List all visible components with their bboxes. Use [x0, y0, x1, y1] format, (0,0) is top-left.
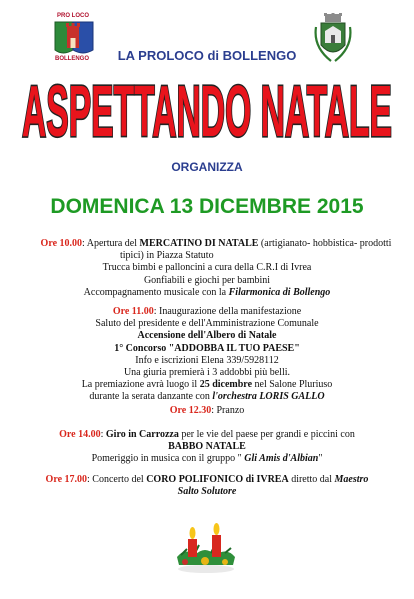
text: : Apertura del	[82, 238, 140, 249]
carrozza-label: Giro in Carrozza	[105, 429, 179, 440]
text: diretto dal	[288, 474, 335, 485]
program-line: Saluto del presidente e dell'Amministrazione Comunale	[95, 318, 319, 330]
program-line: Gonfiabili e giochi per bambini	[143, 274, 271, 286]
maestro-label: Maestro	[334, 474, 369, 485]
headline	[0, 70, 414, 160]
choir-label: CORO POLIFONICO di IVREA	[146, 474, 289, 485]
program-line: Info e iscrizioni Elena 339/5928112	[135, 354, 279, 366]
filarmonica-label: Filarmonica di Bollengo	[228, 286, 331, 298]
program-line: Accensione dell'Albero di Natale	[137, 330, 277, 342]
text: "	[318, 453, 323, 465]
program-line: BABBO NATALE	[168, 441, 246, 453]
time-label: Ore 14.00	[59, 429, 101, 440]
text: (artigianato- hobbistica- prodotti	[258, 238, 392, 249]
christmas-candles-icon	[175, 515, 237, 575]
program-line	[0, 238, 414, 250]
program-entry-11	[0, 306, 414, 404]
orchestra-label: l'orchestra LORIS GALLO	[212, 391, 325, 403]
event-date: DOMENICA 13 DICEMBRE 2015	[50, 195, 364, 218]
text: : Pranzo	[211, 405, 245, 416]
text: La premiazione avrà luogo il	[81, 379, 200, 391]
program-line	[0, 429, 414, 441]
program-entry-10	[0, 238, 414, 299]
time-label: Ore 10.00	[40, 238, 83, 249]
band-label: Gli Amis d'Albian	[244, 453, 319, 465]
time-label: Ore 12.30	[169, 405, 212, 416]
prize-date: 25 dicembre	[199, 379, 253, 391]
time-label: Ore 11.00	[112, 306, 154, 317]
program-line	[0, 306, 414, 318]
mercatino-label: MERCATINO DI NATALE	[139, 238, 259, 249]
program-line: Una giuria premierà i 3 addobbi più belli.	[123, 367, 291, 379]
program-line: Salto Solutore	[177, 486, 237, 498]
organizza-label: ORGANIZZA	[171, 160, 243, 174]
program-entry-1230	[0, 405, 414, 417]
text: Pomeriggio in musica con il gruppo "	[91, 453, 245, 465]
program-entry-14	[0, 429, 414, 466]
organizer-title: LA PROLOCO di BOLLENGO	[117, 48, 297, 63]
text: per le vie del paese per grandi e piccini con	[178, 429, 355, 440]
text: : Inaugurazione della manifestazione	[153, 306, 302, 317]
headline-text: ASPETTANDO NATALE	[21, 71, 393, 153]
program-line	[0, 379, 414, 391]
program-line	[0, 453, 414, 465]
program-line: tipici) in Piazza Statuto	[120, 250, 214, 262]
program-entry-17	[0, 474, 414, 498]
text: : Concerto del	[87, 474, 147, 485]
program-line: Trucca bimbi e palloncini a cura della C.R.I di Ivrea	[102, 262, 312, 274]
logo-text-bottom: BOLLENGO	[55, 56, 89, 62]
time-label: Ore 17.00	[45, 474, 88, 485]
text: Accompagnamento musicale con la	[83, 286, 229, 298]
program-line	[0, 474, 414, 486]
program-line	[0, 391, 414, 403]
text: durante la serata danzante con	[89, 391, 213, 403]
text: :	[100, 429, 106, 440]
logo-text-top: PRO LOCO	[57, 13, 90, 19]
text: nel Salone Pluriuso	[252, 379, 333, 391]
program-line: 1° Concorso "ADDOBBA IL TUO PAESE"	[114, 342, 300, 354]
program-line	[0, 287, 414, 299]
